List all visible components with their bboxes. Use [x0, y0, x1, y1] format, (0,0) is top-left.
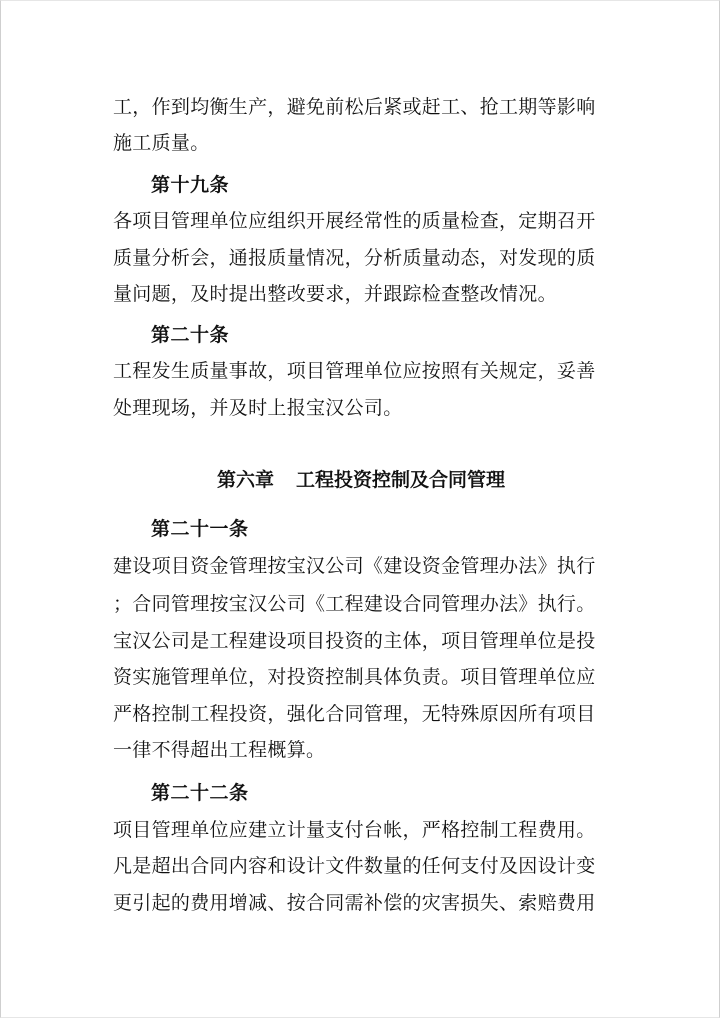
- article-heading-22: 第二十二条: [151, 782, 249, 804]
- paragraph-line: 严格控制工程投资，强化合同管理，无特殊原因所有项目: [113, 703, 596, 725]
- article-heading-19: 第十九条: [151, 174, 230, 196]
- article-heading-20: 第二十条: [151, 324, 230, 346]
- paragraph-line: 凡是超出合同内容和设计文件数量的任何支付及因设计变: [113, 855, 596, 877]
- paragraph-line: 资实施管理单位，对投资控制具体负责。项目管理单位应: [113, 666, 596, 688]
- paragraph-line: ；合同管理按宝汉公司《工程建设合同管理办法》执行。: [113, 593, 596, 615]
- paragraph-line: 施工质量。: [113, 132, 210, 154]
- paragraph-line: 处理现场，并及时上报宝汉公司。: [113, 397, 403, 419]
- article-heading-21: 第二十一条: [151, 518, 249, 540]
- paragraph-line: 工程发生质量事故，项目管理单位应按照有关规定，妥善: [113, 360, 596, 382]
- paragraph-line: 一律不得超出工程概算。: [113, 739, 326, 761]
- paragraph-line: 工，作到均衡生产，避免前松后紧或赶工、抢工期等影响: [113, 96, 596, 118]
- chapter-number: 第六章: [216, 469, 274, 491]
- paragraph-line: 项目管理单位应建立计量支付台帐，严格控制工程费用。: [113, 819, 596, 841]
- paragraph-line: 宝汉公司是工程建设项目投资的主体，项目管理单位是投: [113, 630, 596, 652]
- paragraph-line: 更引起的费用增减、按合同需补偿的灾害损失、索赔费用: [113, 892, 596, 914]
- chapter-title: 工程投资控制及合同管理: [296, 469, 506, 491]
- paragraph-line: 建设项目资金管理按宝汉公司《建设资金管理办法》执行: [113, 555, 596, 577]
- chapter-heading: [1, 468, 720, 492]
- paragraph-line: 质量分析会，通报质量情况，分析质量动态，对发现的质: [113, 247, 596, 269]
- paragraph-line: 各项目管理单位应组织开展经常性的质量检查，定期召开: [113, 210, 596, 232]
- paragraph-line: 量问题，及时提出整改要求，并跟踪检查整改情况。: [113, 283, 557, 305]
